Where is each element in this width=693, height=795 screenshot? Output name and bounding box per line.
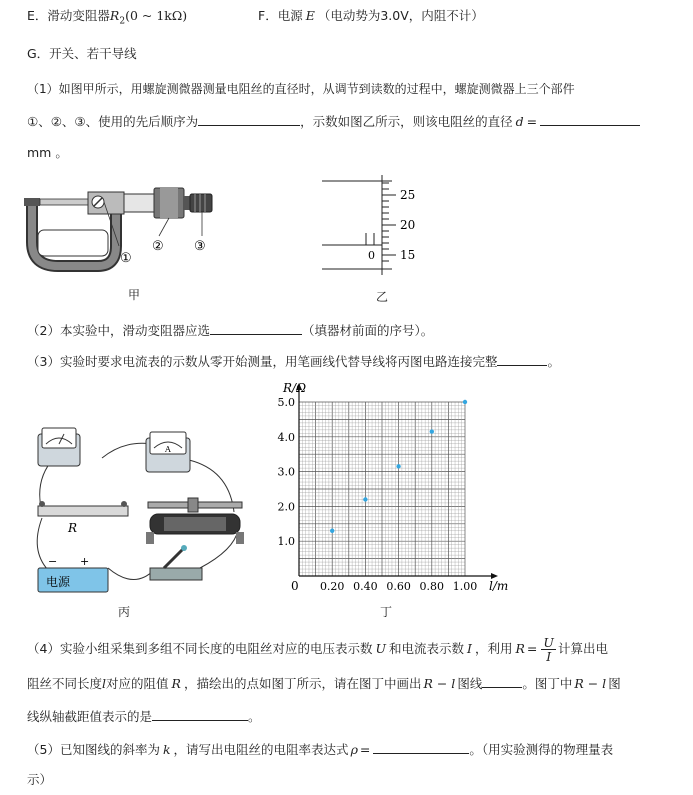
q3-text: （3）实验时要求电流表的示数从零开始测量，用笔画线代替导线将丙图电路连接完整	[27, 354, 498, 369]
graph-y-tick: 5.0	[277, 396, 295, 409]
q1-diameter-blank[interactable]	[540, 111, 640, 126]
q4-u-symbol: U	[375, 641, 387, 656]
q2-text-a: （2）本实验中，滑动变阻器应选	[27, 323, 210, 338]
graph-ylabel: R/Ω	[283, 381, 307, 395]
graph-data-point	[430, 429, 434, 433]
item-e-symbol: R	[109, 8, 120, 23]
q3-blank[interactable]	[497, 351, 547, 366]
graph-y-tick: 3.0	[277, 465, 295, 479]
q4-text-6: 对应的阻值	[106, 676, 169, 691]
q1-line2	[27, 111, 640, 130]
q1-unit: mm 。	[27, 145, 68, 160]
ammeter-label: A	[165, 445, 171, 454]
graph-y-tick: 1.0	[277, 535, 295, 549]
graph-y-tick: 2.0	[277, 500, 295, 514]
q5-text-3: 。（用实验测得的物理量表	[469, 742, 614, 757]
figure-graph	[265, 380, 510, 600]
item-g: G．开关、若干导线	[27, 46, 137, 61]
figure-micrometer	[24, 180, 244, 280]
q5-text-1: （5）已知图线的斜率为	[27, 742, 160, 757]
resistor-label: R	[68, 521, 78, 535]
q2-text-b: （填器材前面的序号）。	[301, 323, 434, 338]
q4-rl-symbol-2: R − l	[574, 676, 607, 691]
item-e-line	[27, 6, 187, 27]
q4-text-12: 。	[248, 709, 261, 724]
q4-eq: =	[526, 641, 538, 656]
q2-line	[27, 320, 433, 339]
item-f-symbol: E	[305, 8, 315, 23]
q4-l-symbol: l	[102, 676, 107, 691]
caption-yi: 乙	[376, 290, 389, 304]
item-e-range: (0 ~ 1kΩ)	[125, 8, 188, 23]
item-f-desc: （电动势为3.0V，内阻不计）	[317, 8, 484, 23]
graph-origin: 0	[291, 579, 299, 593]
item-f-line	[258, 6, 484, 24]
q1-d-symbol: d	[515, 114, 524, 129]
battery-label: 电源	[46, 575, 71, 589]
q3-line	[27, 351, 560, 370]
q4-text-4: 计算出电	[557, 641, 608, 656]
q4-text-3: ，利用	[474, 641, 513, 656]
figure-reading	[322, 175, 432, 275]
q4-line3	[27, 706, 261, 725]
reading-tick-15: 15	[400, 248, 416, 262]
graph-y-tick: 4.0	[277, 430, 295, 444]
graph-data-point	[330, 529, 334, 533]
reading-main-zero: 0	[368, 249, 375, 262]
q2-blank[interactable]	[210, 320, 302, 335]
graph-x-tick: 0.20	[319, 580, 345, 593]
q4-text-1: （4）实验小组采集到多组不同长度的电阻丝对应的电压表示数	[27, 641, 373, 656]
q4-fraction-den: I	[546, 649, 552, 664]
graph-data-point	[396, 464, 400, 468]
q4-line2	[27, 673, 621, 692]
q4-text-2: 和电流表示数	[389, 641, 465, 656]
q5-line2: 示）	[27, 772, 53, 787]
graph-x-tick: 0.40	[353, 580, 378, 593]
q4-fraction	[541, 636, 556, 663]
graph-xlabel: l/m	[489, 579, 509, 593]
q5-line1	[27, 739, 613, 758]
q4-graph-blank[interactable]	[482, 673, 522, 688]
graph-x-tick: 0.80	[419, 580, 445, 593]
q1-text-b: ，示数如图乙所示，则该电阻丝的直径	[300, 114, 513, 129]
q5-eq: =	[359, 742, 371, 757]
graph-x-tick: 1.00	[452, 580, 478, 593]
q4-intercept-blank[interactable]	[152, 706, 248, 721]
micrometer-part1-label: ①	[120, 251, 132, 266]
q5-k-symbol: k	[162, 742, 171, 757]
graph-data-point	[463, 400, 467, 404]
figure-circuit	[24, 420, 254, 600]
q5-blank[interactable]	[373, 739, 469, 754]
item-e-label: E．滑动变阻器	[27, 8, 110, 23]
q5-rho-symbol: ρ	[350, 742, 358, 757]
reading-tick-25: 25	[400, 188, 416, 202]
q5-text-2: ，请写出电阻丝的电阻率表达式	[173, 742, 349, 757]
item-e-subscript: 2	[119, 16, 126, 27]
q4-line1	[27, 636, 608, 663]
q1-text-a: ①、②、③、使用的先后顺序为	[27, 114, 199, 129]
q4-rl-symbol: R − l	[423, 676, 456, 691]
graph-x-tick: 0.60	[386, 580, 411, 593]
micrometer-part2-label: ②	[152, 239, 164, 254]
caption-jia: 甲	[128, 288, 141, 302]
q4-fraction-num: U	[543, 635, 554, 650]
q4-text-11: 线纵轴截距值表示的是	[27, 709, 153, 724]
caption-ding: 丁	[380, 605, 393, 619]
battery-plus: +	[80, 555, 90, 568]
graph-data-point	[363, 497, 367, 501]
q4-r-symbol: R	[515, 641, 525, 656]
q3-end: 。	[547, 354, 560, 369]
q4-text-9: 。图丁中	[522, 676, 573, 691]
q4-text-8: 图线	[457, 676, 483, 691]
q4-text-5: 阻丝不同长度	[27, 676, 103, 691]
battery-minus: −	[48, 555, 58, 568]
q4-text-7: ，描绘出的点如图丁所示，请在图丁中画出	[183, 676, 422, 691]
q4-text-10: 图	[608, 676, 621, 691]
caption-bing: 丙	[118, 605, 131, 619]
micrometer-part3-label: ③	[194, 239, 206, 254]
item-f-label: F．电源	[258, 8, 303, 23]
q1-eq: =	[526, 114, 538, 129]
q1-line1: （1）如图甲所示，用螺旋测微器测量电阻丝的直径时，从调节到读数的过程中，螺旋测微器上三个部件	[27, 82, 575, 96]
q1-order-blank[interactable]	[198, 111, 300, 126]
q4-i-symbol: I	[467, 641, 472, 656]
reading-tick-20: 20	[400, 218, 416, 232]
q4-r-symbol-2: R	[171, 676, 181, 691]
